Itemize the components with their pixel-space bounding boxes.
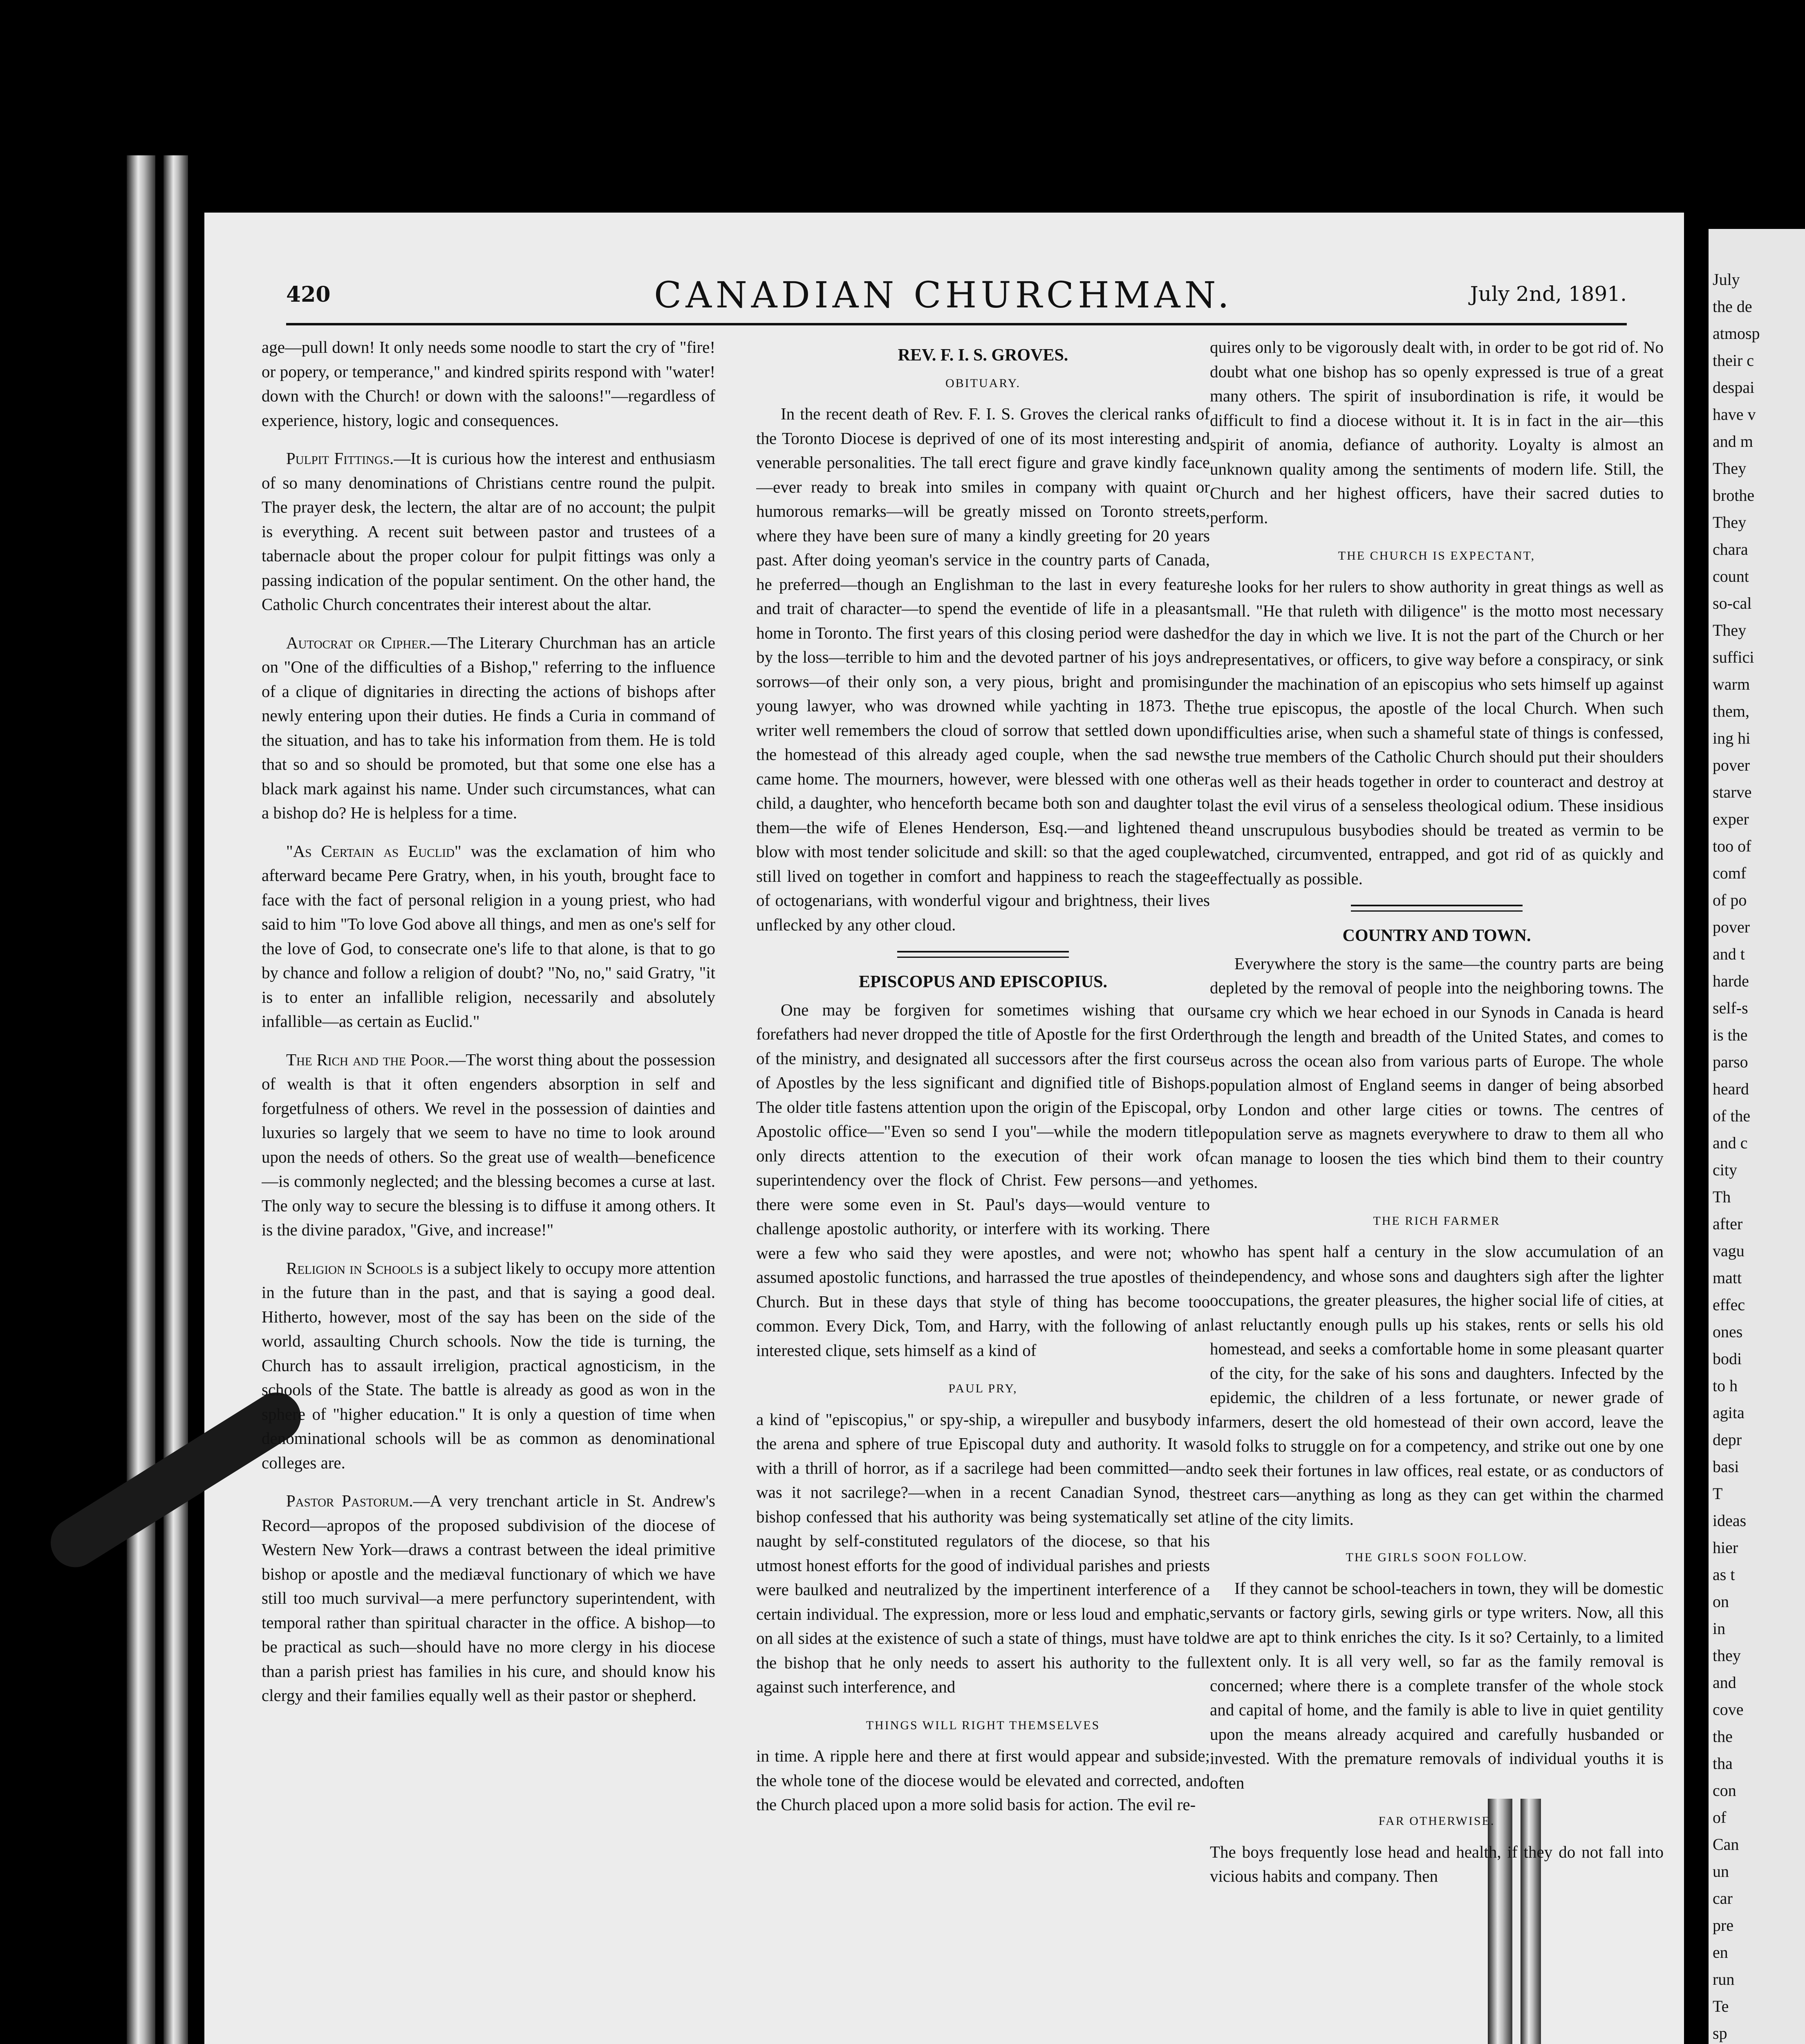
paragraph-autocrat: [262, 631, 715, 825]
right-page-line: car: [1713, 1889, 1733, 1907]
right-page-line: run: [1713, 1970, 1735, 1988]
section-lead: Pastor Pastorum.: [286, 1491, 413, 1510]
column-3: [1210, 335, 1664, 2044]
right-page-line: chara: [1713, 540, 1748, 558]
section-lead: The Rich and the Poor.: [286, 1050, 449, 1069]
section-separator: [1351, 905, 1523, 912]
right-page-line: as t: [1713, 1565, 1735, 1584]
paragraph: If they cannot be school-teachers in town, they will be domestic servants or factory girls, sewing girls or type writers. Now, all this we are apt to think enriches the city. Is it so? Certainly, to a limited extent only. It is all very well, so far as the family removal is concerned; where there is a complete transfer of the whole stock and capital of home, and the family is able to live in quiet gentility upon the means already acquired and carefully husbanded or invested. With the premature removals of individual youths it is often: [1210, 1578, 1664, 1792]
subheading: THE GIRLS SOON FOLLOW.: [1346, 1551, 1528, 1564]
section-text: is a subject likely to occupy more attention in the future than in the past, and that is saying a good deal. Hitherto, however, most of the say has been on the side of the world, assaulting Church schools. Now the tide is turning, the Church has to assault irreligion, practical agnosticism, in the schools of the State. The battle is already as good as won in the sphere of "higher education." It is only a question of time when denominational schools will be as common as denominational colleges are.: [262, 1258, 715, 1472]
right-page-line: on: [1713, 1592, 1729, 1611]
right-page-line: their c: [1713, 351, 1754, 370]
subheading: THINGS WILL RIGHT THEMSELVES: [866, 1718, 1100, 1732]
paragraph: quires only to be vigorously dealt with, in order to be got rid of. No doubt what one bishop has so openly expressed is true of a great many others. The spirit of insubordination is rife, it would be difficult to find a diocese without it. It is in fact in the air—this spirit of anomia, defiance of authority. Loyalty is almost an unknown quality among the sentiments of modern life. Still, the Church and her highest officers, have their sacred duties to perform.: [1210, 338, 1664, 527]
right-page-line: too of: [1713, 837, 1751, 855]
header-rule: [286, 323, 1627, 325]
right-page-line: and m: [1713, 432, 1753, 450]
right-page-line: effec: [1713, 1295, 1745, 1314]
right-page-fragment: [1709, 229, 1805, 2044]
article-title-country: COUNTRY AND TOWN.: [1342, 926, 1531, 945]
section-text: —It is curious how the interest and enthusiasm of so many denominations of Christians centre round the pulpit. The prayer desk, the lectern, the altar are of no account; the pulpit is everything. A recent suit between pastor and trustees of a tabernacle about the proper colour for pulpit fittings was only a passing indication of the popular sentiment. On the other hand, the Catholic Church concentrates their interest about the altar.: [262, 449, 715, 614]
page-header: [286, 270, 1627, 315]
right-page-line: Can: [1713, 1835, 1739, 1853]
section-separator: [897, 951, 1069, 958]
binding-edge-left: [127, 155, 155, 2044]
right-page-line: cove: [1713, 1700, 1744, 1719]
right-page-line: July: [1713, 270, 1740, 289]
page-number: 420: [286, 282, 331, 307]
section-lead: "As Certain as Euclid": [286, 841, 461, 861]
paragraph: The boys frequently lose head and health, if they do not fall into vicious habits and company. Then: [1210, 1842, 1664, 1885]
right-page-line: and: [1713, 1673, 1736, 1692]
right-page-line: them,: [1713, 702, 1749, 720]
right-page-line: after: [1713, 1215, 1743, 1233]
masthead-title: CANADIAN CHURCHMAN.: [654, 274, 1233, 316]
right-page-line: exper: [1713, 810, 1749, 828]
right-page-line: count: [1713, 567, 1749, 585]
section-text: —The worst thing about the possession of wealth is that it often engenders absorption in self and forgetfulness of others. We revel in the possession of dainties and luxuries so largely that we seem to have no time to look around upon the needs of others. So the great use of wealth—beneficence—is commonly neglected; and the blessing becomes a curse at last. The only way to secure the blessing is to diffuse it among others. It is the divine paradox, "Give, and increase!": [262, 1050, 715, 1239]
right-page-line: tha: [1713, 1754, 1733, 1773]
subheading: FAR OTHERWISE.: [1378, 1814, 1495, 1828]
paragraph: age—pull down! It only needs some noodle to start the cry of "fire! or popery, or temperance," and kindred spirits respond with "water! down with the Church! or down with the saloons!"—regardless of experience, history, logic and consequences.: [262, 338, 715, 430]
right-page-line: ing hi: [1713, 729, 1751, 747]
subheading: THE CHURCH IS EXPECTANT,: [1338, 549, 1536, 563]
section-lead: Autocrat or Cipher.: [286, 633, 431, 652]
right-page-line: ones: [1713, 1322, 1743, 1341]
subheading: THE RICH FARMER: [1373, 1214, 1500, 1228]
right-page-line: of: [1713, 1808, 1727, 1827]
right-page-line: matt: [1713, 1269, 1742, 1287]
right-page-line: They: [1713, 621, 1747, 639]
column-2: [756, 335, 1210, 2044]
right-page-line: starve: [1713, 783, 1752, 801]
right-page-line: harde: [1713, 972, 1749, 990]
right-page-line: so-cal: [1713, 594, 1752, 612]
right-page-line: comf: [1713, 864, 1747, 882]
section-text: —The Literary Churchman has an article on "One of the difficulties of a Bishop," referring to the influence of a clique of dignitaries in directing the actions of bishops after newly entering upon their duties. He finds a Curia in command of the situation, and has to take his information from them. He is told that so and so should be promoted, but that some one else has a black mark against his name. Under such circumstances, what can a bishop do? He is helpless for a time.: [262, 633, 715, 822]
paragraph: Everywhere the story is the same—the country parts are being depleted by the removal of people into the neighboring towns. The same cry which we hear echoed in our Synods in Canada is heard through the length and breadth of the United States, and comes to us across the ocean also from various parts of Europe. The whole population almost of England seems in danger of being absorbed by London and other large cities or towns. The centres of population serve as magnets everywhere to draw to them all who can manage to loosen the ties which bind them to their country homes.: [1210, 954, 1664, 1192]
right-page-line: pover: [1713, 918, 1750, 936]
subheading: PAUL PRY,: [948, 1382, 1018, 1395]
section-lead: Religion in Schools: [286, 1258, 423, 1278]
section-lead: Pulpit Fittings.: [286, 449, 394, 468]
right-page-line: atmosp: [1713, 324, 1760, 343]
paragraph: in time. A ripple here and there at first would appear and subside; the whole tone of the diocese would be elevated and corrected, and the Church placed upon a more solid basis for action. The evil re-: [756, 1746, 1210, 1814]
right-page-line: and t: [1713, 945, 1745, 963]
right-page-line: sp: [1713, 2024, 1727, 2042]
right-page-line: heard: [1713, 1080, 1749, 1098]
paragraph: she looks for her rulers to show authority in great things as well as small. "He that ruleth with diligence" is the motto most necessary for the day in which we live. It is not the part of the Church or her representatives, or officers, to give way before a conspiracy, or sink under the machination of an episcopius who sets himself up against the true episcopus, the apostle of the local Church. When such difficulties arise, when such a shameful state of things is confessed, the true members of the Catholic Church should put their shoulders as well as their heads together in order to counteract and destroy at last the evil virus of a senseless theological odium. These insidious and unscrupulous busybodies should be treated as vermin to be watched, circumvented, entrapped, and got rid of as quickly and effectually as possible.: [1210, 577, 1664, 888]
column-1: [262, 335, 715, 2044]
paragraph-pastor: [262, 1489, 715, 1708]
paragraph: One may be forgiven for sometimes wishing that our forefathers had never dropped the title of Apostle for the first Order of the ministry, and designated all successors after the first course of Apostles by the less significant and dignified title of Bishops. The older title fastens attention upon the origin of the Episcopal, or Apostolic office—"Even so send I you"—while the modern title only directs attention to the execution of their work of superintendency over the flock of Christ. Few persons—and yet there were some even in St. Paul's days—would venture to challenge apostolic authority, or interfere with its working. There were a few who said they were apostles, and were not; who assumed apostolic functions, and harrassed the true apostles of the Church. But in these days that style of thing has become too common. Every Dick, Tom, and Harry, with the following of an interested clique, sets himself as a kind of: [756, 1000, 1210, 1360]
right-page-line: the de: [1713, 297, 1752, 316]
right-page-line: basi: [1713, 1457, 1739, 1476]
right-page-line: Te: [1713, 1997, 1729, 2015]
right-page-line: ideas: [1713, 1511, 1747, 1530]
right-page-line: They: [1713, 459, 1747, 477]
right-page-line: have v: [1713, 405, 1756, 424]
right-page-line: agita: [1713, 1403, 1745, 1422]
right-page-line: pre: [1713, 1916, 1734, 1934]
right-page-line: is the: [1713, 1026, 1748, 1044]
article-subtitle: OBITUARY.: [945, 376, 1021, 390]
paragraph: who has spent half a century in the slow accumulation of an independency, and whose sons and daughters sigh after the lighter occupations, the greater pleasures, the higher social life of cities, at last reluctantly enough pulls up his stakes, rents or sells his old homestead, and seeks a comfortable home in some pleasant quarter of the city, for the sake of his sons and daughters. Infected by the epidemic, the children of a less fortunate, or newer grade of farmers, desert the old homestead of their own accord, leave the old folks to struggle on for a competency, and strike out one by one to seek their fortunes in law offices, real estate, or as conductors of street cars—anything as long as they can get within the charmed line of the city limits.: [1210, 1242, 1664, 1529]
right-page-line: the: [1713, 1727, 1733, 1746]
right-page-line: They: [1713, 513, 1747, 531]
paragraph-religion: [262, 1256, 715, 1475]
right-page-line: suffici: [1713, 648, 1754, 666]
right-page-line: self-s: [1713, 999, 1748, 1017]
right-page-line: to h: [1713, 1376, 1738, 1395]
article-title-groves: REV. F. I. S. GROVES.: [898, 346, 1068, 365]
issue-date: July 2nd, 1891.: [1470, 282, 1627, 306]
right-page-line: in: [1713, 1619, 1726, 1638]
right-page-line: bodi: [1713, 1349, 1742, 1368]
right-page-line: brothe: [1713, 486, 1755, 504]
right-page-line: of po: [1713, 891, 1747, 909]
right-page-line: con: [1713, 1781, 1736, 1800]
right-page-line: hier: [1713, 1538, 1738, 1557]
right-page-line: pover: [1713, 756, 1750, 774]
binding-edge-inner: [163, 155, 188, 2044]
right-page-line: warm: [1713, 675, 1750, 693]
right-page-line: of the: [1713, 1107, 1751, 1125]
section-text: was the exclamation of him who afterward became Pere Gratry, when, in his youth, brought face to face with the fact of personal religion in a young priest, who had said to him "To love God above all things, and men as one's self for the love of God, to consecrate one's life to that alone, is that to go by chance and follow a religion of doubt? "No, no," said Gratry, "it is to enter an infallible religion, necessarily and absolutely infallible—as certain as Euclid.": [262, 841, 715, 1031]
right-page-line: un: [1713, 1862, 1729, 1880]
right-page-line: T: [1713, 1484, 1723, 1503]
right-page-line: and c: [1713, 1134, 1748, 1152]
paragraph-rich-poor: [262, 1048, 715, 1242]
right-page-line: depr: [1713, 1430, 1742, 1449]
paragraph-euclid: [262, 839, 715, 1034]
right-page-line: vagu: [1713, 1242, 1745, 1260]
right-page-line: parso: [1713, 1053, 1748, 1071]
paragraph: a kind of "episcopius," or spy-ship, a wirepuller and busybody in the arena and sphere of true Episcopal duty and authority. It was with a thrill of horror, as if a sacrilege had been committed—and was it not sacrilege?—when in a recent Canadian Synod, the bishop confessed that his authority was being systematically set at naught by self-constituted regulators of the diocese, so that his utmost honest efforts for the good of individual parishes and priests were baulked and neutralized by the impertinent interference of a certain individual. The expression, more or less loud and emphatic, on all sides at the existence of such a state of things, must have told the bishop that he only needs to assert his authority to the full against such interference, and: [756, 1410, 1210, 1696]
article-title-episcopus: EPISCOPUS AND EPISCOPIUS.: [859, 973, 1107, 991]
paragraph-pulpit: [262, 446, 715, 617]
right-page-line: Th: [1713, 1188, 1731, 1206]
right-page-line: despai: [1713, 378, 1755, 397]
right-page-line: they: [1713, 1646, 1741, 1665]
right-page-line: en: [1713, 1943, 1728, 1961]
right-page-line: city: [1713, 1161, 1737, 1179]
section-text: —A very trenchant article in St. Andrew's Record—apropos of the proposed subdivision of the diocese of Western New York—draws a contrast between the ideal primitive bishop or apostle and the mediæval functionary of which we have still too much survival—a mere perfunctory superintendent, with temporal rather than spiritual character in the office. A bishop—to be practical as such—should have no more clergy in his diocese than a parish priest has families in his cure, and should know his clergy and their families equally well as their pastor or shepherd.: [262, 1491, 715, 1705]
paragraph: In the recent death of Rev. F. I. S. Groves the clerical ranks of the Toronto Diocese is deprived of one of its most interesting and venerable personalities. The tall erect figure and grave kindly face—ever ready to break into smiles in company with quaint or humorous remarks—will be greatly missed on Toronto streets, where they have been sure of many a kindly greeting for 20 years past. After doing yeoman's service in the country parts of Canada, he preferred—though an Englishman to the last in every feature and trait of character—to spend the eventide of life in a pleasant home in Toronto. The first years of this closing period were dashed by the loss—terrible to him and the devoted partner of his joys and sorrows—of their only son, a very pious, bright and promising young lawyer, who was drowned while yachting in 1873. The writer well remembers the cloud of sorrow that settled down upon the homestead of this already aged couple, when the sad news came home. The mourners, however, were blessed with one other child, a daughter, who henceforth became both son and daughter to them—the wife of Elenes Henderson, Esq.—and lightened the blow with most tender solicitude and skill: so that the aged couple still lived on together in comfort and happiness to reach the stage of octogenarians, with wonderful vigour and brightness, their lives unflecked by any other cloud.: [756, 404, 1210, 934]
